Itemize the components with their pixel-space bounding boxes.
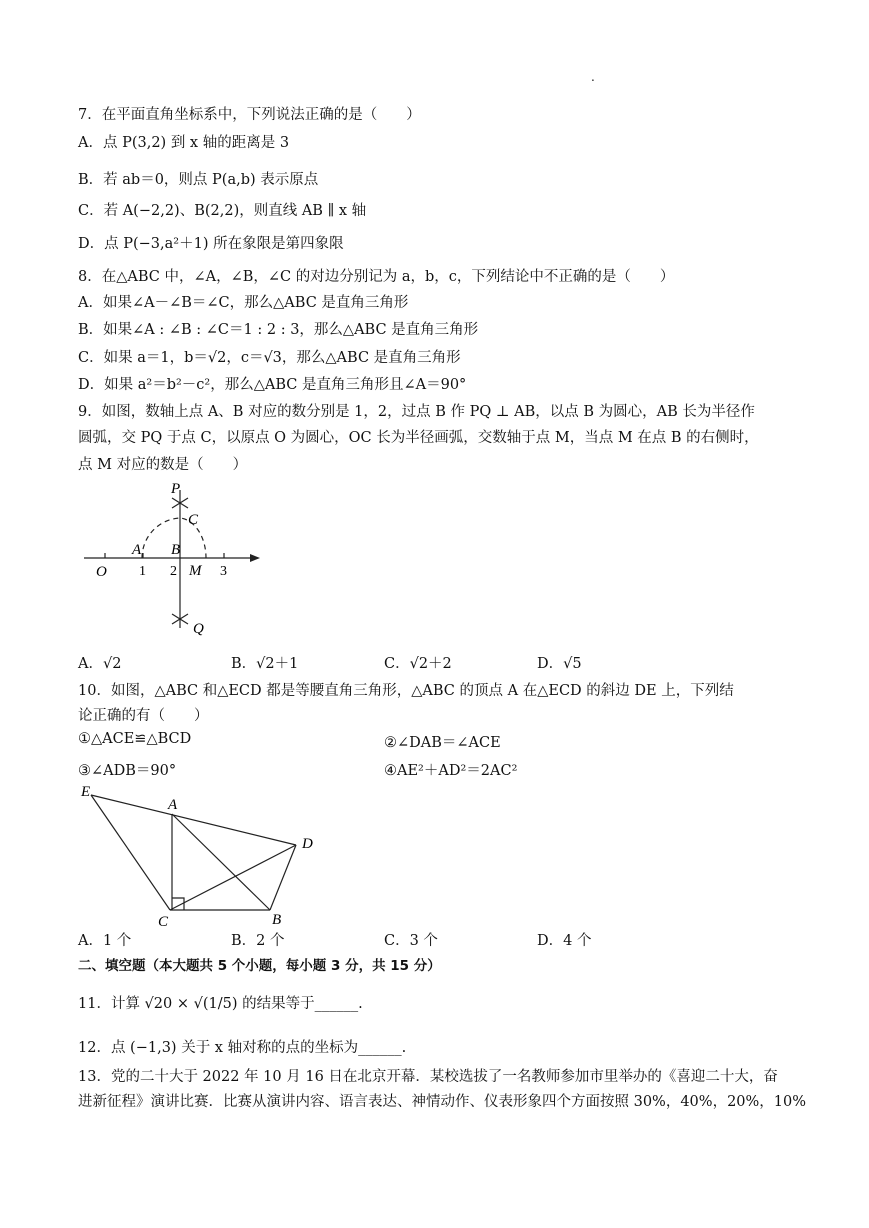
q9-option-a: A．√2	[78, 656, 122, 672]
q8-stem: 8．在△ABC 中，∠A，∠B，∠C 的对边分别记为 a，b，c，下列结论中不正确的是（ ）	[78, 269, 675, 285]
q10-label-a: A	[168, 797, 178, 813]
q10-statement-3: ③∠ADB＝90°	[78, 763, 177, 779]
q9-label-q: Q	[193, 621, 204, 637]
q9-stem-line-1: 9．如图，数轴上点 A、B 对应的数分别是 1，2，过点 B 作 PQ ⊥ AB，以点 B 为圆心，AB 长为半径作	[78, 404, 755, 420]
q11-text: 11．计算 √20 × √(1/5) 的结果等于______.	[78, 996, 363, 1012]
q9-label-1: 1	[139, 564, 146, 579]
q9-label-c: C	[188, 512, 199, 528]
q7-option-a: A．点 P(3,2) 到 x 轴的距离是 3	[78, 135, 290, 151]
q10-label-d: D	[302, 836, 313, 852]
q10-triangle-figure	[78, 782, 328, 930]
q8-option-c: C．如果 a＝1，b＝√2，c＝√3，那么△ABC 是直角三角形	[78, 350, 461, 366]
q10-statement-1: ①△ACE≌△BCD	[78, 731, 192, 747]
q8-option-d: D．如果 a²＝b²－c²，那么△ABC 是直角三角形且∠A＝90°	[78, 377, 467, 393]
q9-stem-line-3: 点 M 对应的数是（ ）	[78, 457, 248, 473]
q12-text: 12．点 (−1,3) 关于 x 轴对称的点的坐标为______.	[78, 1040, 407, 1056]
q13-line-1: 13．党的二十大于 2022 年 10 月 16 日在北京开幕．某校选拔了一名教师参加市里举办的《喜迎二十大，奋	[78, 1069, 778, 1085]
q9-option-d: D．√5	[537, 656, 582, 672]
q10-stem-line-2: 论正确的有（ ）	[78, 708, 209, 724]
q9-label-o: O	[96, 564, 107, 580]
q8-option-b: B．如果∠A : ∠B : ∠C＝1 : 2 : 3，那么△ABC 是直角三角形	[78, 322, 479, 338]
q10-label-b: B	[272, 912, 282, 928]
q9-option-c: C．√2＋2	[384, 656, 452, 672]
q13-line-2: 进新征程》演讲比赛．比赛从演讲内容、语言表达、神情动作、仪表形象四个方面按照 30%，40%，20%，10%	[78, 1094, 807, 1110]
q8-option-a: A．如果∠A－∠B＝∠C，那么△ABC 是直角三角形	[78, 295, 409, 311]
section-title: 二、填空题（本大题共 5 个小题，每小题 3 分，共 15 分）	[78, 958, 441, 974]
q7-option-d: D．点 P(−3,a²＋1) 所在象限是第四象限	[78, 236, 344, 252]
q10-statement-4: ④AE²＋AD²＝2AC²	[384, 763, 518, 779]
q10-option-a: A．1 个	[78, 933, 132, 949]
header-mark: .	[591, 70, 595, 84]
q7-stem: 7．在平面直角坐标系中，下列说法正确的是（ ）	[78, 107, 421, 123]
q10-label-c: C	[158, 914, 169, 930]
q10-option-c: C．3 个	[384, 933, 438, 949]
q9-label-2: 2	[170, 564, 177, 579]
q9-label-b: B	[171, 542, 181, 558]
q9-number-line-figure	[78, 478, 268, 643]
q10-option-d: D．4 个	[537, 933, 592, 949]
q9-label-m: M	[189, 563, 202, 579]
q10-label-e: E	[81, 784, 91, 800]
q9-label-a: A	[132, 542, 142, 558]
q9-option-b: B．√2＋1	[231, 656, 299, 672]
q7-option-c: C．若 A(−2,2)、B(2,2)，则直线 AB ∥ x 轴	[78, 203, 367, 219]
q9-stem-line-2: 圆弧，交 PQ 于点 C，以原点 O 为圆心，OC 长为半径画弧，交数轴于点 M，当点 M 在点 B 的右侧时，	[78, 430, 759, 446]
q10-option-b: B．2 个	[231, 933, 285, 949]
q10-statement-2: ②∠DAB＝∠ACE	[384, 735, 501, 751]
q7-option-b: B．若 ab＝0，则点 P(a,b) 表示原点	[78, 172, 319, 188]
q9-label-3: 3	[220, 564, 227, 579]
q10-stem-line-1: 10．如图，△ABC 和△ECD 都是等腰直角三角形，△ABC 的顶点 A 在△ECD 的斜边 DE 上，下列结	[78, 683, 734, 699]
q9-label-p: P	[171, 481, 181, 497]
